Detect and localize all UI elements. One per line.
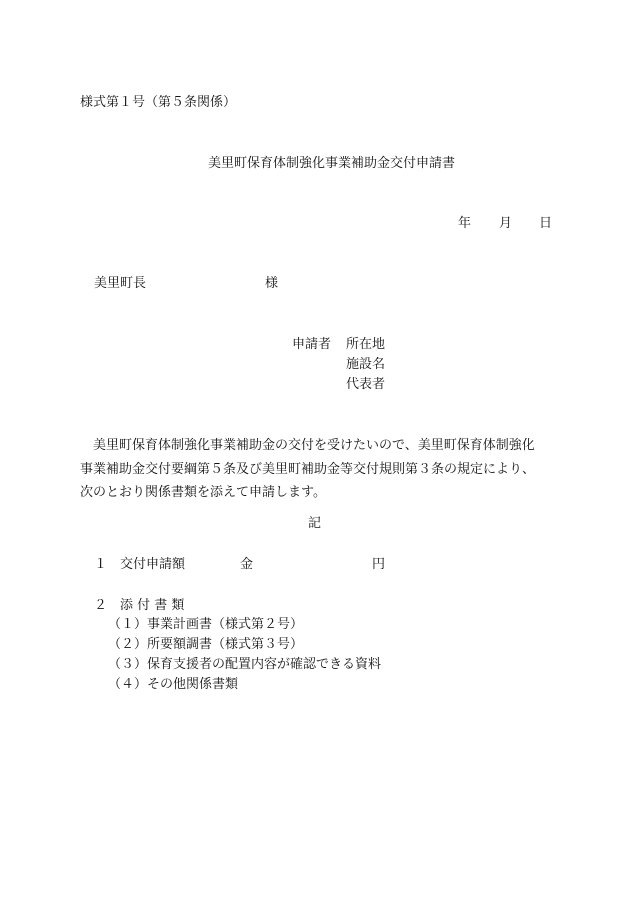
body-line: 美里町保育体制強化事業補助金の交付を受けたいので、美里町保育体制強化: [80, 438, 535, 453]
body-paragraph: [80, 434, 560, 505]
body-line: 事業補助金交付要綱第５条及び美里町補助金等交付規則第３条の規定により、: [80, 461, 536, 477]
attachment-item: （１）事業計画書（様式第２号）: [108, 617, 304, 632]
applicant-facility-label: 施設名: [346, 357, 386, 372]
attachment-item: （２）所要額調書（様式第３号）: [108, 637, 304, 652]
addressee-name: 美里町長: [94, 276, 147, 291]
date-year: 年: [458, 216, 472, 231]
date-month: 月: [499, 216, 513, 231]
applicant-label: 申請者: [292, 337, 332, 352]
body-line: 次のとおり関係書類を添えて申請します。: [80, 485, 326, 500]
applicant-representative-label: 代表者: [346, 377, 386, 392]
date-day: 日: [539, 216, 553, 231]
item1-yen: 円: [372, 557, 386, 572]
item1-number: １: [94, 557, 108, 572]
applicant-address-label: 所在地: [346, 337, 386, 352]
document-title: 美里町保育体制強化事業補助金交付申請書: [208, 156, 456, 171]
form-number: 様式第１号（第５条関係）: [80, 95, 237, 110]
item1-kin: 金: [240, 557, 254, 572]
attachment-item: （３）保育支援者の配置内容が確認できる資料: [108, 657, 382, 672]
item1-label: 交付申請額: [120, 557, 186, 572]
addressee-honorific: 様: [265, 276, 279, 291]
attachment-item: （４）その他関係書類: [108, 677, 239, 692]
item2-label: 添 付 書 類: [120, 598, 185, 613]
item2-number: ２: [94, 598, 108, 613]
ki-heading: 記: [308, 516, 322, 531]
